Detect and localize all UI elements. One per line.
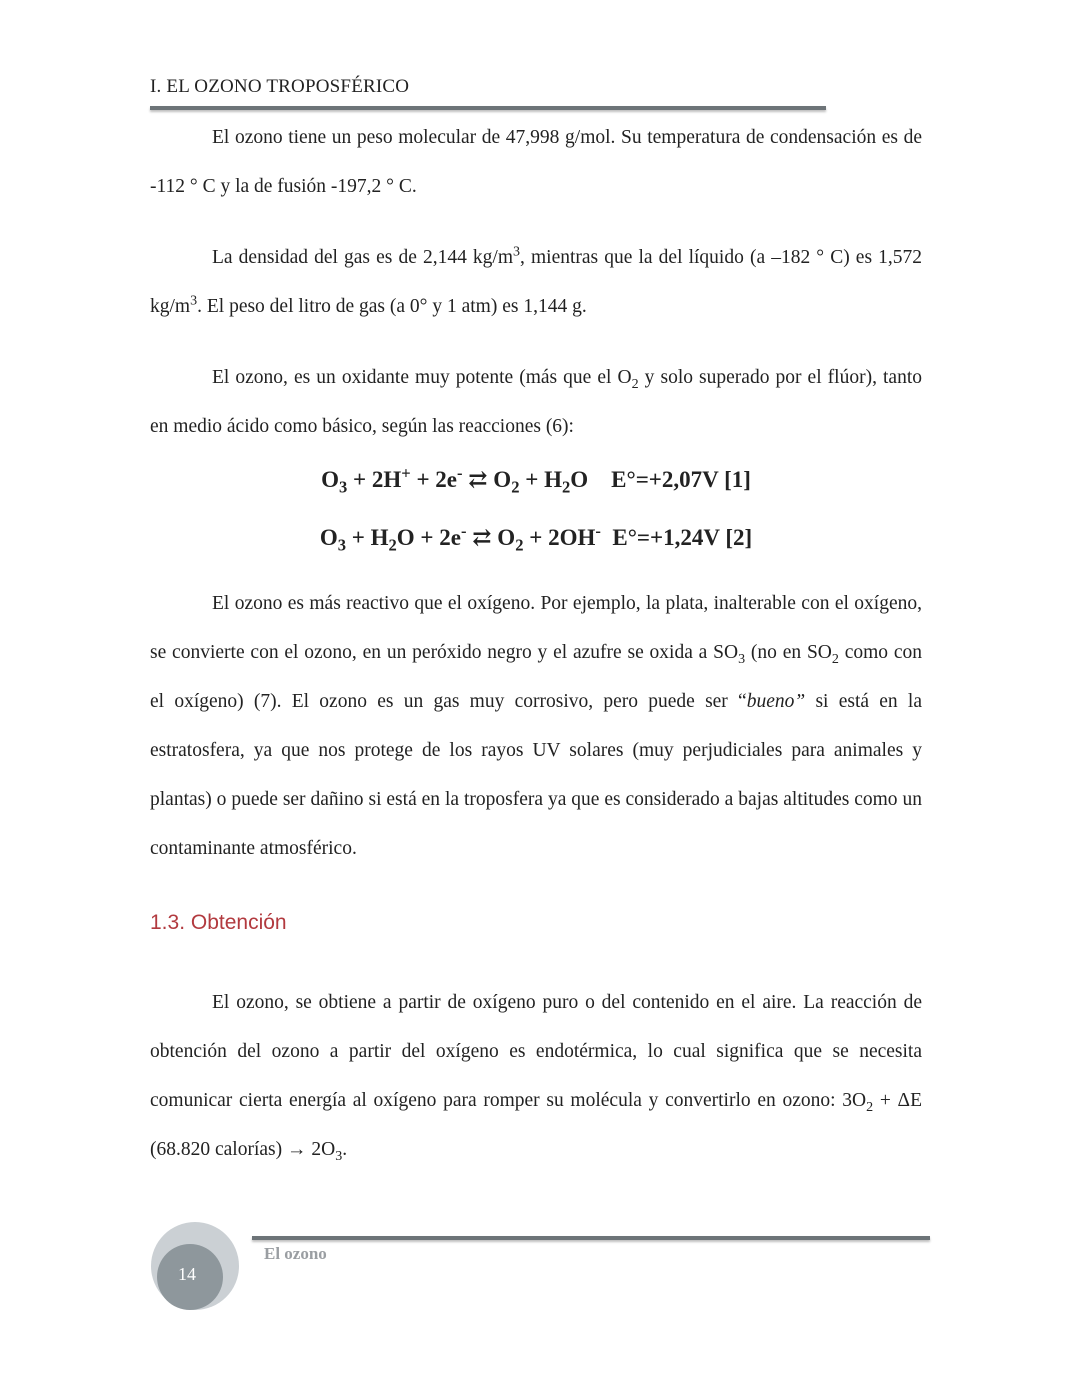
paragraph-molecular-weight: El ozono tiene un peso molecular de 47,998 g/mol. Su temperatura de condensación es de -112 ° C y la de fusión -197,2 ° C. (150, 127, 922, 197)
eq-superscript: - (457, 463, 463, 483)
subscript: 2 (831, 650, 839, 667)
eq-run: + 2OH (523, 525, 596, 550)
subscript: 3 (335, 1147, 343, 1164)
text-run: como con el oxígeno) (7). El ozono es un gas muy corrosivo, pero puede ser “ (150, 642, 922, 712)
paragraph-oxidant (150, 353, 922, 451)
eq-run: O + 2e (396, 525, 462, 550)
text-run: El ozono, se obtiene a partir de oxígeno puro o del contenido en el aire. La reacción de obtención del ozono a partir del oxígeno es endotérmica, lo cual significa que se necesita comunicar cierta energía al oxígeno para romper su molécula y convertirlo en ozono: 3O (150, 992, 922, 1111)
page-number: 14 (178, 1264, 196, 1284)
subscript: 2 (866, 1098, 874, 1115)
running-header: I. EL OZONO TROPOSFÉRICO (150, 76, 410, 97)
text-run: y solo superado por el flúor), tanto en medio ácido como básico, según las reacciones (6): (150, 367, 923, 437)
eq-run: + 2e (410, 467, 458, 492)
eq-subscript: 2 (515, 535, 524, 555)
eq-subscript: 3 (338, 477, 348, 497)
text-run: El ozono, es un oxidante muy potente (más que el O (212, 367, 632, 388)
text-run: . (342, 1139, 348, 1160)
superscript: 3 (190, 292, 198, 309)
eq-run: O (319, 525, 338, 550)
paragraph-density (150, 233, 922, 331)
paragraph-obtaining (150, 978, 922, 1174)
page-body (150, 113, 922, 1174)
eq-subscript: 3 (337, 535, 347, 555)
italic-run: bueno” (746, 691, 806, 712)
text-run: (no en SO (745, 642, 832, 663)
subscript: 2 (631, 375, 639, 392)
eq-run: + H (346, 525, 389, 550)
text-run: si está en la estratosfera, ya que nos protege de los rayos UV solares (muy perjudiciales para animales y plantas) o puede ser dañino si está en la troposfera ya que es considerado a bajas altitudes como un contaminante atmosférico. (150, 691, 923, 859)
eq-subscript: 2 (511, 477, 520, 497)
equation-2 (150, 509, 922, 567)
eq-subscript: 2 (561, 477, 571, 497)
eq-run: O E°=+2,07V [1] (570, 467, 751, 492)
eq-superscript: - (595, 521, 601, 541)
eq-run: ⇄ O (462, 467, 512, 492)
eq-run: O (321, 467, 339, 492)
eq-run: + 2H (347, 467, 402, 492)
eq-subscript: 2 (388, 535, 397, 555)
paragraph-reactivity (150, 579, 922, 873)
equation-1 (150, 451, 922, 509)
eq-superscript: + (401, 463, 411, 483)
text-run: + ΔE (68.820 calorías) → 2O (150, 1090, 922, 1160)
superscript: 3 (513, 243, 521, 260)
eq-run: ⇄ O (466, 525, 516, 550)
footer-label: El ozono (264, 1244, 327, 1263)
text-run: , mientras que la del líquido (a –182 ° C) es 1,572 kg/m (150, 247, 923, 317)
eq-superscript: - (461, 521, 467, 541)
text-run: El ozono es más reactivo que el oxígeno. Por ejemplo, la plata, inalterable con el oxígeno, se convierte con el ozono, en un peróxido negro y el azufre se oxida a SO (150, 593, 922, 663)
section-heading: 1.3. Obtención (150, 911, 287, 934)
eq-run: + H (519, 467, 562, 492)
header-rule (150, 106, 826, 110)
subscript: 3 (738, 650, 746, 667)
text-run: La densidad del gas es de 2,144 kg/m (212, 247, 514, 268)
eq-run: E°=+1,24V [2] (600, 525, 753, 550)
text-run: . El peso del litro de gas (a 0° y 1 atm) es 1,144 g. (197, 296, 587, 317)
footer-rule (252, 1236, 930, 1240)
